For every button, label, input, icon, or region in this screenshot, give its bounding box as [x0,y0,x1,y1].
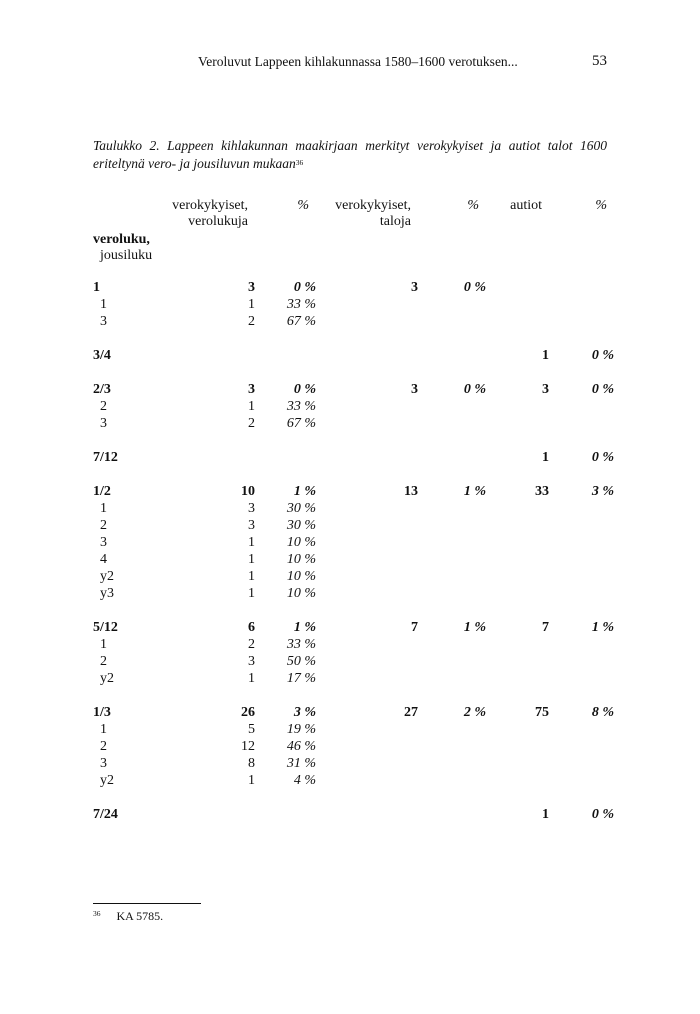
footnote-text: KA 5785. [116,909,164,923]
verolukuja-pct-cell: 67 % [286,314,316,329]
table-row-sub [93,500,614,517]
col-header-pct3: % [595,198,607,213]
veroluku-cell: 2/3 [93,382,111,397]
empty-cell [418,721,486,738]
spacer-row [93,789,614,806]
empty-cell [316,500,418,517]
empty-cell [549,415,614,432]
empty-cell [486,653,549,670]
empty-cell [486,415,549,432]
data-table-body [93,279,614,823]
running-title: Veroluvut Lappeen kihlakunnassa 1580–1600 verotuksen... [198,54,518,69]
spacer-cell [93,789,614,806]
veroluku-cell: 1/3 [93,705,111,720]
empty-cell [549,653,614,670]
jousiluku-cell: 1 [100,722,107,737]
verolukuja-cell: 5 [248,722,255,737]
spacer-cell [93,602,614,619]
jousiluku-cell: 2 [100,654,107,669]
verolukuja-cell: 1 [248,297,255,312]
verolukuja-cell: 3 [248,382,255,397]
empty-cell [316,415,418,432]
verolukuja-cell: 1 [248,535,255,550]
row-header-veroluku: veroluku, [93,232,150,247]
verolukuja-pct-cell: 10 % [286,586,316,601]
empty-cell [486,313,549,330]
autiot-pct-cell: 3 % [591,484,614,499]
verolukuja-pct-cell: 10 % [286,552,316,567]
verolukuja-pct-cell: 1 % [293,484,316,499]
autiot-cell: 1 [542,807,549,822]
verolukuja-pct-cell: 67 % [286,416,316,431]
veroluku-cell: 3/4 [93,348,111,363]
empty-cell [549,534,614,551]
jousiluku-cell: 3 [100,416,107,431]
empty-cell [418,585,486,602]
veroluku-cell: 7/24 [93,807,118,822]
table-row-group [93,381,614,398]
spacer-row [93,687,614,704]
spacer-row [93,602,614,619]
empty-cell [418,534,486,551]
empty-cell [549,568,614,585]
table-row-sub [93,755,614,772]
empty-cell [486,670,549,687]
empty-cell [418,296,486,313]
verolukuja-cell [175,347,255,364]
empty-cell [549,755,614,772]
row-header-jousiluku: jousiluku [100,248,153,263]
col-header-taloja-line2: taloja [379,214,411,229]
autiot-pct-cell [549,279,614,296]
veroluku-cell: 1/2 [93,484,111,499]
autiot-cell: 1 [542,348,549,363]
autiot-pct-cell: 0 % [591,348,614,363]
empty-cell [486,755,549,772]
verolukuja-pct-cell [255,347,316,364]
table-row-group [93,704,614,721]
empty-cell [418,313,486,330]
taloja-pct-cell [418,806,486,823]
verolukuja-pct-cell [255,449,316,466]
empty-cell [316,568,418,585]
empty-cell [549,551,614,568]
empty-cell [486,500,549,517]
jousiluku-cell: 2 [100,399,107,414]
empty-cell [316,551,418,568]
empty-cell [486,738,549,755]
table-row-sub [93,636,614,653]
spacer-row [93,466,614,483]
jousiluku-cell: 2 [100,518,107,533]
jousiluku-cell: y2 [100,773,114,788]
caption-text: Taulukko 2. Lappeen kihlakunnan maakirjaan merkityt verokykyiset ja autiot talot 1600 eriteltynä vero- ja jousiluvun mukaan [93,138,607,171]
empty-cell [549,500,614,517]
verolukuja-cell: 3 [248,518,255,533]
taloja-pct-cell: 2 % [463,705,486,720]
empty-cell [418,738,486,755]
table-row-sub [93,772,614,789]
spacer-row [93,330,614,347]
data-table [93,279,614,823]
verolukuja-pct-cell: 30 % [286,501,316,516]
taloja-cell: 3 [411,280,418,295]
empty-cell [316,653,418,670]
verolukuja-pct-cell: 30 % [286,518,316,533]
verolukuja-cell: 3 [248,501,255,516]
taloja-cell: 3 [411,382,418,397]
taloja-pct-cell: 0 % [463,382,486,397]
jousiluku-cell: 1 [100,637,107,652]
table-row-group [93,279,614,296]
verolukuja-cell [175,449,255,466]
empty-cell [316,398,418,415]
jousiluku-cell: 1 [100,297,107,312]
empty-cell [316,721,418,738]
spacer-cell [93,466,614,483]
autiot-pct-cell: 0 % [591,382,614,397]
verolukuja-cell: 3 [248,654,255,669]
empty-cell [316,313,418,330]
taloja-cell: 27 [404,705,418,720]
autiot-pct-cell: 1 % [591,620,614,635]
verolukuja-cell: 2 [248,637,255,652]
taloja-pct-cell: 1 % [463,484,486,499]
taloja-cell: 13 [404,484,418,499]
table-row-sub [93,721,614,738]
col-header-verolukuja-line2: verolukuja [188,214,248,229]
empty-cell [549,398,614,415]
table-row-sub [93,585,614,602]
veroluku-cell: 1 [93,280,100,295]
taloja-pct-cell: 1 % [463,620,486,635]
footnote-rule [93,903,201,904]
taloja-cell [316,449,418,466]
empty-cell [549,517,614,534]
verolukuja-cell: 1 [248,552,255,567]
taloja-pct-cell [418,347,486,364]
verolukuja-cell: 6 [248,620,255,635]
empty-cell [418,653,486,670]
empty-cell [418,755,486,772]
jousiluku-cell: y3 [100,586,114,601]
empty-cell [418,551,486,568]
empty-cell [316,738,418,755]
spacer-row [93,364,614,381]
jousiluku-cell: y2 [100,671,114,686]
autiot-cell [486,279,549,296]
taloja-cell: 7 [411,620,418,635]
table-row-sub [93,398,614,415]
autiot-pct-cell: 8 % [591,705,614,720]
empty-cell [486,636,549,653]
veroluku-cell: 7/12 [93,450,118,465]
taloja-cell [316,347,418,364]
empty-cell [486,772,549,789]
verolukuja-pct-cell: 46 % [286,739,316,754]
verolukuja-cell [175,806,255,823]
empty-cell [486,721,549,738]
verolukuja-cell: 2 [248,314,255,329]
empty-cell [549,670,614,687]
verolukuja-cell: 3 [248,280,255,295]
caption-note-ref: 36 [295,158,304,167]
table-row-group [93,483,614,500]
autiot-cell: 75 [535,705,549,720]
jousiluku-cell: 1 [100,501,107,516]
empty-cell [316,755,418,772]
verolukuja-pct-cell: 4 % [293,773,316,788]
verolukuja-pct-cell: 33 % [286,637,316,652]
verolukuja-pct-cell: 10 % [286,569,316,584]
table-row-sub [93,313,614,330]
verolukuja-pct-cell: 33 % [286,399,316,414]
taloja-pct-cell: 0 % [463,280,486,295]
verolukuja-pct-cell [255,806,316,823]
empty-cell [418,636,486,653]
autiot-pct-cell: 0 % [591,807,614,822]
page-number: 53 [592,53,607,69]
verolukuja-pct-cell: 0 % [293,280,316,295]
empty-cell [549,738,614,755]
empty-cell [418,500,486,517]
empty-cell [486,296,549,313]
verolukuja-pct-cell: 0 % [293,382,316,397]
empty-cell [316,585,418,602]
verolukuja-pct-cell: 17 % [286,671,316,686]
empty-cell [486,517,549,534]
table-row-sub [93,738,614,755]
empty-cell [418,398,486,415]
jousiluku-cell: 2 [100,739,107,754]
table-row-group [93,449,614,466]
autiot-pct-cell: 0 % [591,450,614,465]
col-header-taloja [318,198,411,230]
verolukuja-cell: 1 [248,586,255,601]
jousiluku-cell: 3 [100,314,107,329]
jousiluku-cell: 3 [100,535,107,550]
table-row-group [93,806,614,823]
empty-cell [316,670,418,687]
jousiluku-cell: y2 [100,569,114,584]
taloja-cell [316,806,418,823]
verolukuja-cell: 10 [241,484,255,499]
empty-cell [486,534,549,551]
autiot-cell: 3 [542,382,549,397]
spacer-row [93,432,614,449]
jousiluku-cell: 3 [100,756,107,771]
table-row-sub [93,653,614,670]
verolukuja-cell: 1 [248,399,255,414]
empty-cell [316,772,418,789]
verolukuja-cell: 8 [248,756,255,771]
empty-cell [549,772,614,789]
table-row-sub [93,517,614,534]
verolukuja-pct-cell: 3 % [293,705,316,720]
empty-cell [549,721,614,738]
empty-cell [316,517,418,534]
verolukuja-pct-cell: 19 % [286,722,316,737]
page-header [0,54,700,74]
veroluku-cell: 5/12 [93,620,118,635]
empty-cell [418,670,486,687]
verolukuja-pct-cell: 33 % [286,297,316,312]
col-header-taloja-line1: verokykyiset, [335,198,411,213]
empty-cell [486,551,549,568]
verolukuja-pct-cell: 1 % [293,620,316,635]
footnote-mark: 36 [93,909,101,918]
table-row-sub [93,670,614,687]
empty-cell [316,636,418,653]
taloja-pct-cell [418,449,486,466]
verolukuja-cell: 1 [248,569,255,584]
empty-cell [549,636,614,653]
empty-cell [316,296,418,313]
empty-cell [486,398,549,415]
verolukuja-cell: 1 [248,671,255,686]
spacer-cell [93,364,614,381]
empty-cell [549,313,614,330]
table-row-group [93,619,614,636]
empty-cell [418,415,486,432]
spacer-cell [93,432,614,449]
empty-cell [418,517,486,534]
autiot-cell: 33 [535,484,549,499]
table-row-sub [93,568,614,585]
table-row-sub [93,415,614,432]
table-row-sub [93,296,614,313]
empty-cell [486,568,549,585]
footnote [93,909,163,924]
spacer-cell [93,330,614,347]
table-row-group [93,347,614,364]
col-header-pct1: % [297,198,309,213]
table-row-sub [93,551,614,568]
empty-cell [549,585,614,602]
empty-cell [316,534,418,551]
empty-cell [418,568,486,585]
col-header-pct2: % [467,198,479,213]
jousiluku-cell: 4 [100,552,107,567]
table-caption [93,137,607,173]
verolukuja-cell: 12 [241,739,255,754]
verolukuja-cell: 1 [248,773,255,788]
autiot-cell: 1 [542,450,549,465]
col-header-verolukuja [158,198,248,230]
col-header-autiot: autiot [510,198,542,213]
verolukuja-pct-cell: 10 % [286,535,316,550]
table-row-sub [93,534,614,551]
verolukuja-pct-cell: 50 % [286,654,316,669]
empty-cell [486,585,549,602]
col-header-verolukuja-line1: verokykyiset, [172,198,248,213]
verolukuja-cell: 2 [248,416,255,431]
spacer-cell [93,687,614,704]
empty-cell [418,772,486,789]
autiot-cell: 7 [542,620,549,635]
verolukuja-cell: 26 [241,705,255,720]
verolukuja-pct-cell: 31 % [286,756,316,771]
empty-cell [549,296,614,313]
